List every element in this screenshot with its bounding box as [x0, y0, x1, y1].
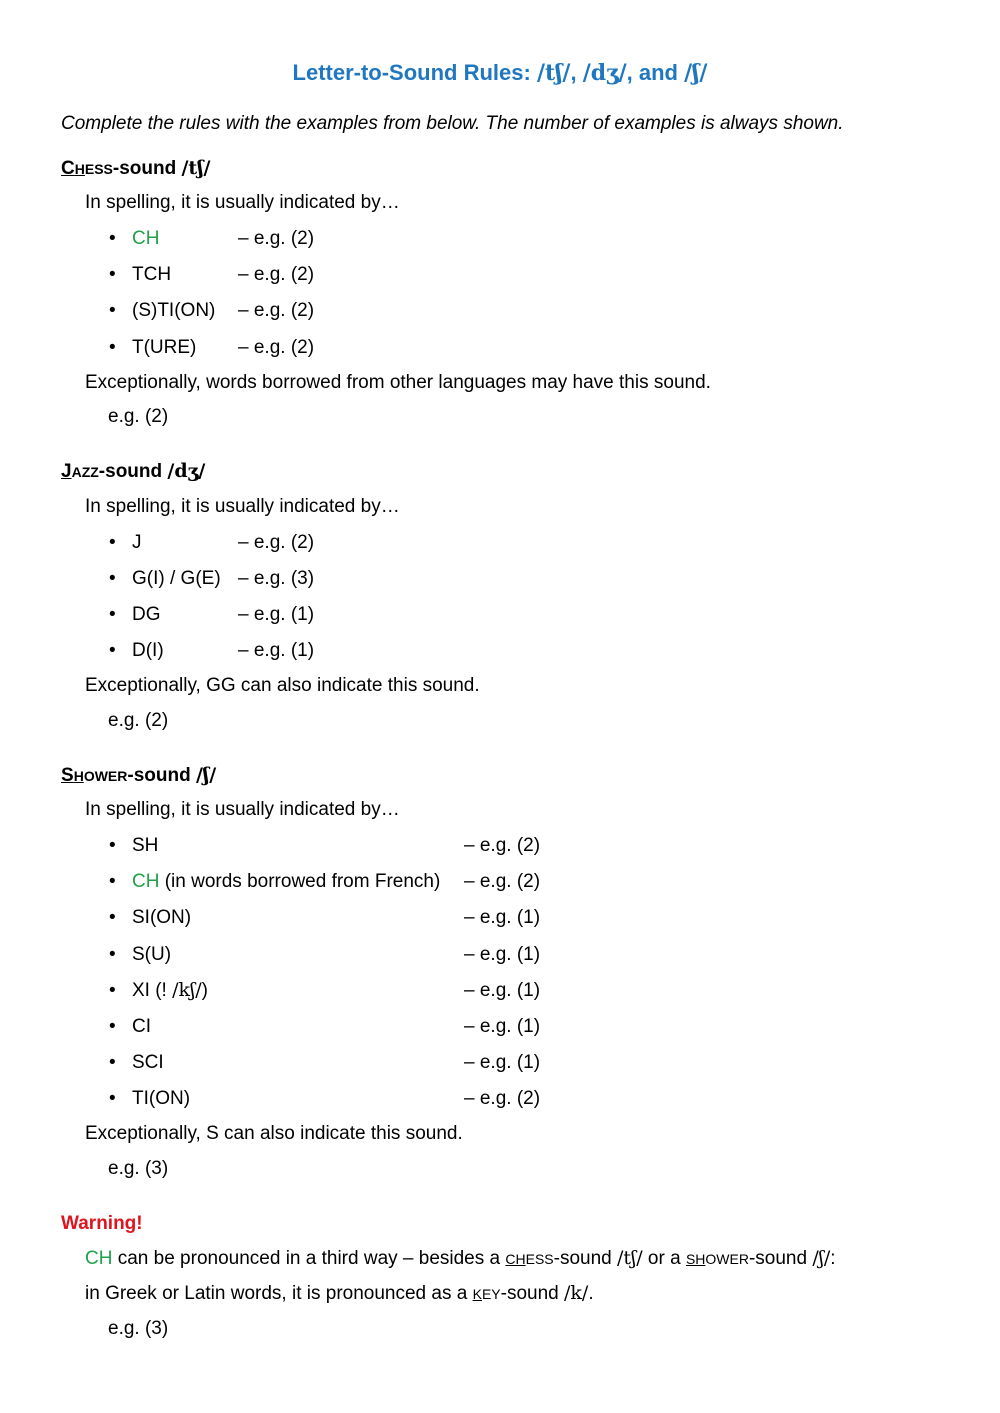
shower-exception: Exceptionally, S can also indicate this sound.: [85, 1123, 463, 1144]
bullet: •: [109, 1088, 116, 1109]
rule-label: CI: [132, 1016, 151, 1037]
bullet: •: [109, 640, 116, 661]
shower-heading: SHOWER-sound /ʃ/: [61, 764, 217, 786]
bullet: •: [109, 944, 116, 965]
bullet: •: [109, 1052, 116, 1073]
rule-example-count: – e.g. (1): [238, 604, 315, 625]
bullet: •: [109, 1016, 116, 1037]
jazz-exception-example: e.g. (2): [108, 710, 169, 731]
rule-example-count: – e.g. (2): [238, 532, 315, 553]
warning-heading: Warning!: [61, 1213, 143, 1234]
rule-example-count: – e.g. (2): [238, 300, 315, 321]
rule-label: TI(ON): [132, 1088, 191, 1109]
rule-example-count: – e.g. (1): [464, 907, 541, 928]
bullet: •: [109, 835, 116, 856]
rule-example-count: – e.g. (1): [464, 944, 541, 965]
warning-line-2: in Greek or Latin words, it is pronounced as a KEY-sound /k/.: [85, 1282, 594, 1304]
instruction-text: Complete the rules with the examples from below. The number of examples is always shown.: [61, 113, 844, 134]
rule-label: (S)TI(ON): [132, 300, 216, 321]
jazz-heading: JAZZ-sound /dʒ/: [61, 460, 206, 482]
bullet: •: [109, 907, 116, 928]
bullet: •: [109, 228, 116, 249]
rule-label: SI(ON): [132, 907, 192, 928]
rule-example-count: – e.g. (2): [238, 337, 315, 358]
bullet: •: [109, 980, 116, 1001]
rule-label: SH: [132, 835, 159, 856]
bullet: •: [109, 300, 116, 321]
bullet: •: [109, 871, 116, 892]
rule-example-count: – e.g. (2): [464, 835, 541, 856]
rule-example-count: – e.g. (2): [464, 871, 541, 892]
rule-example-count: – e.g. (1): [464, 1016, 541, 1037]
chess-exception-example: e.g. (2): [108, 406, 169, 427]
rule-example-count: – e.g. (2): [464, 1088, 541, 1109]
jazz-exception: Exceptionally, GG can also indicate this sound.: [85, 675, 480, 696]
jazz-intro: In spelling, it is usually indicated by…: [85, 496, 400, 517]
bullet: •: [109, 264, 116, 285]
chess-exception: Exceptionally, words borrowed from other languages may have this sound.: [85, 372, 711, 393]
page-title: Letter-to-Sound Rules: /tʃ/, /dʒ/, and /ʃ/: [292, 60, 708, 86]
rule-label: XI (! /kʃ/): [132, 979, 208, 1001]
bullet: •: [109, 568, 116, 589]
bullet: •: [109, 604, 116, 625]
rule-label: SCI: [132, 1052, 164, 1073]
bullet: •: [109, 532, 116, 553]
chess-heading: CHESS-sound /tʃ/: [61, 157, 211, 179]
rule-example-count: – e.g. (2): [238, 264, 315, 285]
rule-label: G(I) / G(E): [132, 568, 221, 589]
rule-example-count: – e.g. (2): [238, 228, 315, 249]
shower-exception-example: e.g. (3): [108, 1158, 169, 1179]
rule-label: CH (in words borrowed from French): [132, 871, 441, 892]
rule-label: TCH: [132, 264, 172, 285]
rule-label: J: [132, 532, 142, 553]
shower-intro: In spelling, it is usually indicated by…: [85, 799, 400, 820]
rule-label: DG: [132, 604, 161, 625]
rule-example-count: – e.g. (1): [464, 1052, 541, 1073]
warning-line-1: CH can be pronounced in a third way – besides a CHESS-sound /tʃ/ or a SHOWER-sound /ʃ/:: [85, 1247, 836, 1269]
rule-label: S(U): [132, 944, 172, 965]
rule-label: CH: [132, 228, 160, 249]
warning-example: e.g. (3): [108, 1318, 169, 1339]
bullet: •: [109, 337, 116, 358]
rule-example-count: – e.g. (1): [464, 980, 541, 1001]
rule-label: D(I): [132, 640, 164, 661]
rule-example-count: – e.g. (1): [238, 640, 315, 661]
rule-label: T(URE): [132, 337, 197, 358]
rule-example-count: – e.g. (3): [238, 568, 315, 589]
chess-intro: In spelling, it is usually indicated by…: [85, 192, 400, 213]
